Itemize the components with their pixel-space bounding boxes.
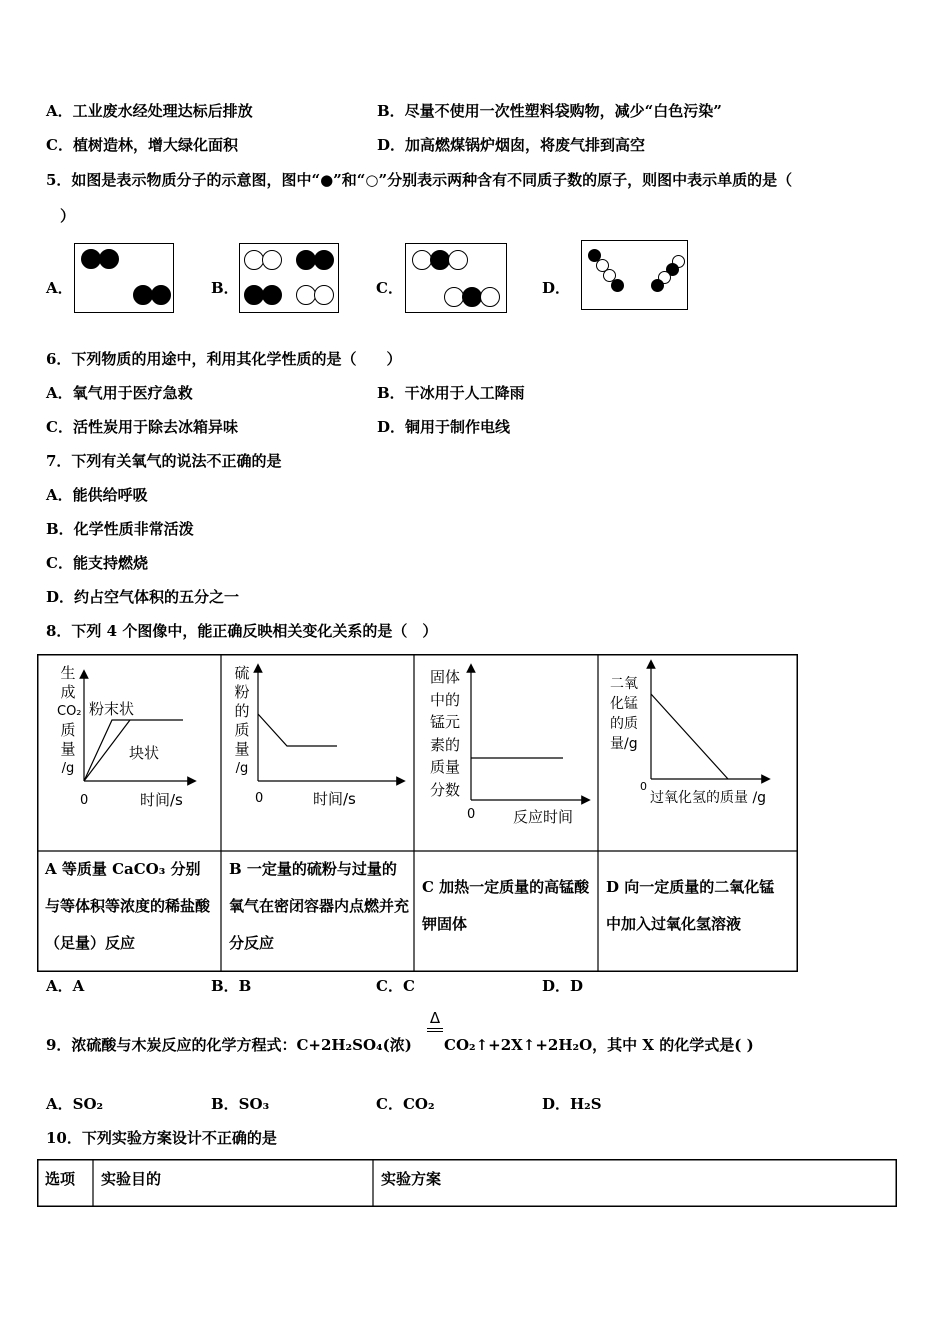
black-atom: [296, 250, 316, 270]
ylabel-line: 质量: [430, 758, 461, 776]
ylabel-line: 二氧: [610, 676, 638, 692]
heat-delta: Δ: [429, 1009, 441, 1027]
ylabel-line: 分数: [430, 780, 461, 799]
graph-c: [414, 654, 598, 851]
q7-option-a[interactable]: A．能供给呼吸: [46, 486, 148, 504]
q10-table: [37, 1159, 897, 1207]
ylabel-line: 素的: [430, 735, 461, 754]
black-atom: [430, 250, 450, 270]
q10-table-grid: [37, 1159, 897, 1207]
white-atom: [444, 287, 464, 307]
q6-option-a[interactable]: A．氧气用于医疗急救: [46, 384, 193, 402]
q8-graph-table: [37, 654, 798, 972]
q6-option-b[interactable]: B．干冰用于人工降雨: [377, 384, 525, 402]
q9-stem-right: CO₂↑+2X↑+2H₂O，其中 X 的化学式是( ): [444, 1036, 754, 1054]
ylabel-line: 硫: [234, 664, 250, 682]
q9-heat-condition: [427, 1010, 443, 1032]
ylabel-line: 量: [60, 740, 76, 758]
q10-header-purpose: 实验目的: [101, 1170, 162, 1188]
equation-line: [427, 1031, 443, 1032]
graph-b-xlabel: 时间/s: [313, 790, 356, 808]
q10-header-option: 选项: [45, 1170, 76, 1188]
q8-caption-c: C 加热一定质量的高锰酸钾固体: [422, 878, 590, 933]
ylabel-line: 质: [234, 721, 250, 739]
q4-option-b[interactable]: B．尽量不使用一次性塑料袋购物，减少“白色污染”: [377, 102, 722, 120]
ylabel-line: 的质: [610, 716, 638, 732]
graph-a-ylabel: [57, 664, 82, 778]
q6-option-d[interactable]: D．铜用于制作电线: [377, 418, 511, 436]
graph-c-ylabel: [430, 666, 460, 801]
q5-stem-line1: 5．如图是表示物质分子的示意图，图中“●”和“○”分别表示两种含有不同质子数的原子，则图中表示单质的是（: [46, 171, 793, 189]
q6-stem: 6．下列物质的用途中，利用其化学性质的是（ ）: [46, 350, 402, 368]
graph-b-origin: 0: [255, 791, 264, 806]
q5-diagram-a: [74, 243, 174, 313]
q5-label-a[interactable]: A．: [46, 279, 73, 297]
graph-b-ylabel: [232, 664, 252, 778]
q9-option-a[interactable]: A．SO₂: [46, 1095, 104, 1113]
ylabel-line: 锰元: [430, 713, 461, 731]
q7-option-d[interactable]: D．约占空气体积的五分之一: [46, 588, 240, 606]
graph-d: [598, 654, 798, 851]
q6-option-c[interactable]: C．活性炭用于除去冰箱异味: [46, 418, 238, 436]
graph-b: [221, 654, 414, 851]
q8-stem: 8．下列 4 个图像中，能正确反映相关变化关系的是（ ）: [46, 622, 438, 640]
q5-stem-line2: ）: [60, 207, 76, 225]
ylabel-line: 固体: [430, 668, 461, 686]
ylabel-line: 质: [60, 721, 76, 739]
white-atom: [314, 285, 334, 305]
q5-diagram-c: [405, 243, 507, 313]
black-atom: [99, 249, 119, 269]
q5-diagram-b: [239, 243, 339, 313]
graph-c-xlabel: 反应时间: [513, 808, 574, 826]
q8-option-c[interactable]: C．C: [376, 977, 415, 995]
q9-stem-left: 9．浓硫酸与木炭反应的化学方程式：C+2H₂SO₄(浓): [46, 1036, 412, 1054]
q7-option-b[interactable]: B．化学性质非常活泼: [46, 520, 194, 538]
q5-diagram-d: [581, 240, 688, 310]
black-atom: [151, 285, 171, 305]
q4-option-a[interactable]: A．工业废水经处理达标后排放: [46, 102, 253, 120]
q7-option-c[interactable]: C．能支持燃烧: [46, 554, 148, 572]
black-atom: [81, 249, 101, 269]
q5-label-c[interactable]: C．: [376, 279, 403, 297]
graph-a-block-label: 块状: [129, 744, 160, 762]
q7-stem: 7．下列有关氧气的说法不正确的是: [46, 452, 282, 470]
q8-caption-d: D 向一定质量的二氧化锰中加入过氧化氢溶液: [606, 878, 775, 933]
black-atom: [262, 285, 282, 305]
ylabel-line: /g: [235, 761, 249, 776]
ylabel-line: 生: [60, 664, 76, 682]
q9-option-c[interactable]: C．CO₂: [376, 1095, 435, 1113]
q5-label-d[interactable]: D．: [542, 279, 571, 297]
q8-option-d[interactable]: D．D: [542, 977, 584, 995]
graph-a-origin: 0: [80, 793, 89, 808]
q4-option-d[interactable]: D．加高燃煤锅炉烟囱，将废气排到高空: [377, 136, 646, 154]
q10-header-scheme: 实验方案: [381, 1170, 442, 1188]
white-atom: [296, 285, 316, 305]
q8-caption-b: B 一定量的硫粉与过量的氧气在密闭容器内点燃并充分反应: [229, 860, 410, 952]
ylabel-line: 的: [234, 702, 250, 720]
graph-d-origin: 0: [640, 780, 647, 793]
white-atom: [244, 250, 264, 270]
q9-option-b[interactable]: B．SO₃: [211, 1095, 270, 1113]
graph-d-ylabel: [610, 674, 638, 754]
q4-option-c[interactable]: C．植树造林，增大绿化面积: [46, 136, 238, 154]
white-atom: [448, 250, 468, 270]
q5-label-b[interactable]: B．: [211, 279, 239, 297]
black-atom: [244, 285, 264, 305]
ylabel-line: 量: [234, 740, 250, 758]
black-atom: [651, 279, 664, 292]
q8-option-a[interactable]: A．A: [46, 977, 85, 995]
graph-a-xlabel: 时间/s: [140, 791, 183, 809]
q9-option-d[interactable]: D．H₂S: [542, 1095, 602, 1113]
graph-d-xlabel: 过氧化氢的质量 /g: [650, 790, 767, 806]
equation-line: [427, 1028, 443, 1029]
black-atom: [314, 250, 334, 270]
ylabel-line: 中的: [430, 690, 461, 709]
ylabel-line: /g: [61, 761, 75, 776]
ylabel-line: 量/g: [610, 736, 638, 752]
ylabel-line: 成: [60, 683, 76, 701]
black-atom: [611, 279, 624, 292]
q8-caption-a: A 等质量 CaCO₃ 分别与等体积等浓度的稀盐酸（足量）反应: [45, 860, 211, 952]
graph-c-origin: 0: [467, 807, 476, 822]
q10-stem: 10．下列实验方案设计不正确的是: [46, 1129, 277, 1147]
ylabel-line: CO₂: [57, 704, 82, 719]
white-atom: [262, 250, 282, 270]
graph-a-powder-label: 粉末状: [89, 700, 135, 718]
black-atom: [462, 287, 482, 307]
white-atom: [480, 287, 500, 307]
white-atom: [412, 250, 432, 270]
ylabel-line: 粉: [234, 683, 250, 701]
q8-option-b[interactable]: B．B: [211, 977, 252, 995]
ylabel-line: 化锰: [610, 696, 638, 712]
graph-a: [37, 654, 221, 851]
black-atom: [133, 285, 153, 305]
